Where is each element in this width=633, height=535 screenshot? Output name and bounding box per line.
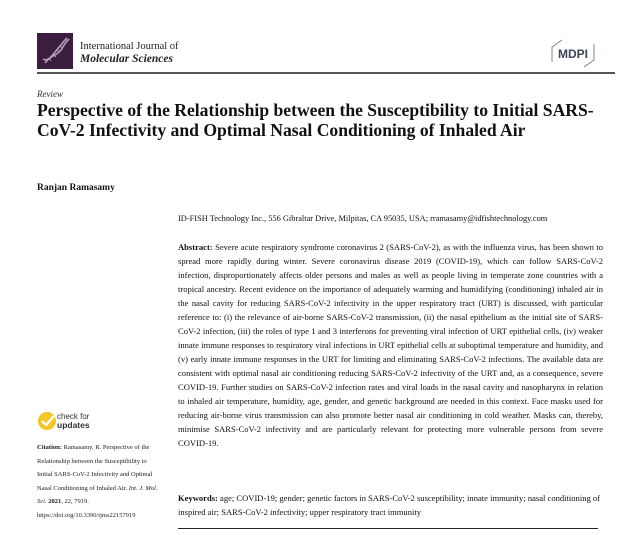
journal-name [80,40,179,66]
citation-doi-link[interactable]: https://doi.org/10.3390/ijms22157919 [37,511,136,519]
keywords [178,491,606,519]
check-line2: updates [57,420,90,430]
article-type: Review [37,89,63,99]
journal-name-line2: Molecular Sciences [80,53,173,65]
mdpi-hexagon-icon [548,36,598,70]
article-title: Perspective of the Relationship between the Susceptibility to Initial SARS-CoV-2 Infectivity and Optimal Nasal Conditioning of Inhaled Air [37,100,594,140]
citation-text: Ramasamy, R. Perspective of the Relationship between the Susceptibility to Initial SARS-CoV-2 Infectivity and Optimal Nasal Conditioning of Inhaled Air. [37,444,153,492]
journal-logo [37,33,73,69]
footer-divider [178,528,598,529]
mdpi-logo [548,36,598,70]
abstract-text: Severe acute respiratory syndrome coronavirus 2 (SARS-CoV-2), as with the influenza virus, has been shown to spread more rapidly during winter. Severe coronavirus disease 2019 (COVID-19), which can follow SARS-CoV-2 infection, disproportionately affects older persons and males as well as people living in temperate zone countries with a tropical ancestry. Recent evidence on the importance of adequately warming and humidifying (conditioning) inhaled air in the nasal cavity for reducing SARS-CoV-2 infectivity in the upper respiratory tract (URT) is discussed, with particular reference to: (i) the relevance of air-borne SARS-CoV-2 transmission, (ii) the nasal epithelium as the initial site of SARS-CoV-2 infection, (iii) the roles of type 1 and 3 interferons for preventing viral infection of URT epithelial cells, (iv) weaker innate immune responses to respiratory viral infections in URT epithelial cells at suboptimal temperature and humidity, and (v) early innate immune responses in the URT for limiting and eliminating SARS-CoV-2 infections. The available data are consistent with optimal nasal air conditioning reducing SARS-CoV-2 infectivity of the URT and, as a consequence, severe COVID-19. Further studies on SARS-CoV-2 infection rates and viral loads in the nasal cavity and nasopharynx in relation to inhaled air temperature, humidity, age, gender, and genetic background are needed in this context. Face masks used for reducing air-borne virus transmission can also promote better nasal air conditioning in cold weather. Masks can, thereby, minimise SARS-CoV-2 infectivity and are particularly relevant for protecting more vulnerable persons from severe COVID-19. [178,242,603,448]
dna-icon [37,33,73,69]
affiliation: ID-FISH Technology Inc., 556 Gibraltar Drive, Milpitas, CA 95035, USA; rramasamy@idfishtechnology.com [178,214,548,223]
author-name: Ranjan Ramasamy [37,183,115,193]
abstract-label: Abstract: [178,242,213,252]
citation-year: 2021 [48,498,62,505]
header-divider [37,72,615,74]
journal-name-line1: International Journal of [80,41,179,52]
citation-journal: Int. J. Mol. Sci. [37,484,158,505]
check-line1: check for [57,412,90,421]
check-for-updates-text[interactable] [57,413,90,429]
abstract [178,240,603,450]
svg-text:MDPI: MDPI [558,47,588,61]
keywords-text: age; COVID-19; gender; genetic factors in SARS-CoV-2 susceptibility; innate immunity; nasal conditioning of inspired air; SARS-CoV-2 infectivity; upper respiratory tract immunity [178,493,600,517]
citation-volume: , 22, 7919. [61,498,89,505]
citation [37,441,162,522]
checkmark-icon [37,411,57,431]
keywords-label: Keywords: [178,493,218,503]
citation-label: Citation: [37,444,62,451]
